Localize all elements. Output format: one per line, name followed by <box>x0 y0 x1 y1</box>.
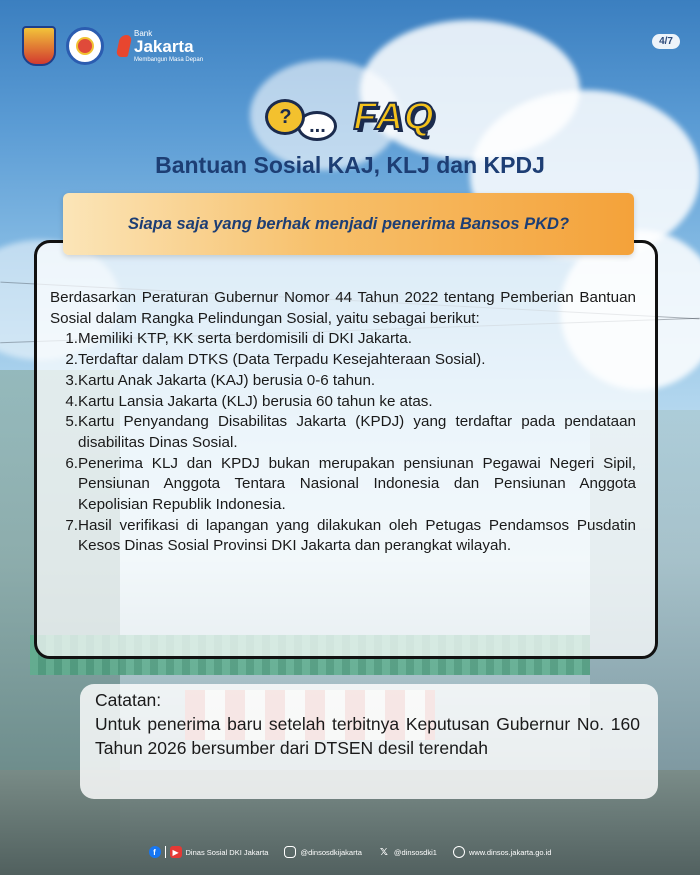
bank-name: Jakarta <box>134 36 194 56</box>
note-body: Untuk penerima baru setelah terbitnya Keputusan Gubernur No. 160 Tahun 2026 bersumber dari DTSEN desil terendah <box>95 714 640 758</box>
list-item: 1. Memiliki KTP, KK serta berdomisili di DKI Jakarta. <box>65 330 412 348</box>
list-item: 2. Terdaftar dalam DTKS (Data Terpadu Kesejahteraan Sosial). <box>65 351 486 369</box>
list-item: 3. Kartu Anak Jakarta (KAJ) berusia 0-6 tahun. <box>65 371 376 389</box>
page-title: Bantuan Sosial KAJ, KLJ dan KPDJ <box>155 152 545 178</box>
list-item: 4. Kartu Lansia Jakarta (KLJ) berusia 60 tahun ke atas. <box>65 392 433 410</box>
facebook-icon: f <box>149 846 161 858</box>
question-bubble-icon: ? <box>265 99 305 135</box>
dki-jakarta-emblem-icon <box>22 26 56 66</box>
footer-website[interactable] <box>453 846 552 858</box>
footer-instagram[interactable] <box>284 846 361 858</box>
list-item: 6. Penerima KLJ dan KPDJ bukan merupakan pensiunan Pegawai Negeri Sipil, Pensiunan Anggota Tentara Nasional Indonesia dan Pensiunan Anggota Kepolisian Republik Indonesia. <box>65 454 636 514</box>
content-text <box>50 288 636 557</box>
note-text <box>95 688 640 760</box>
x-icon: 𝕏 <box>379 846 388 858</box>
faq-heading <box>0 93 700 141</box>
youtube-icon: ▶ <box>170 846 182 858</box>
website-url: www.dinsos.jakarta.go.id <box>468 847 552 857</box>
question-text: Siapa saja yang berhak menjadi penerima Bansos PKD? <box>127 214 570 233</box>
instagram-handle: @dinsosdkijakarta <box>300 847 362 857</box>
bank-jakarta-logo <box>118 30 203 63</box>
note-label: Catatan: <box>95 690 162 710</box>
page-indicator: 4/7 <box>652 34 680 49</box>
dinas-sosial-logo-icon <box>66 27 104 65</box>
footer-facebook-youtube[interactable] <box>149 846 269 858</box>
bank-small-label: Bank <box>134 28 153 38</box>
facebook-youtube-handle: Dinas Sosial DKI Jakarta <box>185 847 269 857</box>
eligibility-list <box>50 329 636 557</box>
footer-x[interactable] <box>378 846 437 858</box>
question-banner <box>63 193 634 255</box>
list-item: 5. Kartu Penyandang Disabilitas Jakarta (KPDJ) yang terdaftar pada pendataan disabilitas Dinas Sosial. <box>65 413 636 451</box>
intro-paragraph: Berdasarkan Peraturan Gubernur Nomor 44 Tahun 2022 tentang Pemberian Bantuan Sosial dalam Rangka Pelindungan Sosial, yaitu sebagai berikut: <box>50 289 636 327</box>
footer-socials <box>0 843 700 861</box>
faq-label: FAQ <box>353 95 435 138</box>
globe-icon <box>453 846 465 858</box>
list-item: 7. Hasil verifikasi di lapangan yang dilakukan oleh Petugas Pendamsos Pusdatin Kesos Dinas Sosial Provinsi DKI Jakarta dan perangkat wilayah. <box>65 516 636 555</box>
ellipsis-bubble-icon: ... <box>297 111 337 141</box>
bank-jakarta-mark-icon <box>116 35 133 57</box>
x-handle: @dinsosdki1 <box>393 847 437 857</box>
bank-tagline: Membangun Masa Depan <box>134 56 204 63</box>
header-logos <box>22 26 203 66</box>
instagram-icon <box>284 846 296 858</box>
